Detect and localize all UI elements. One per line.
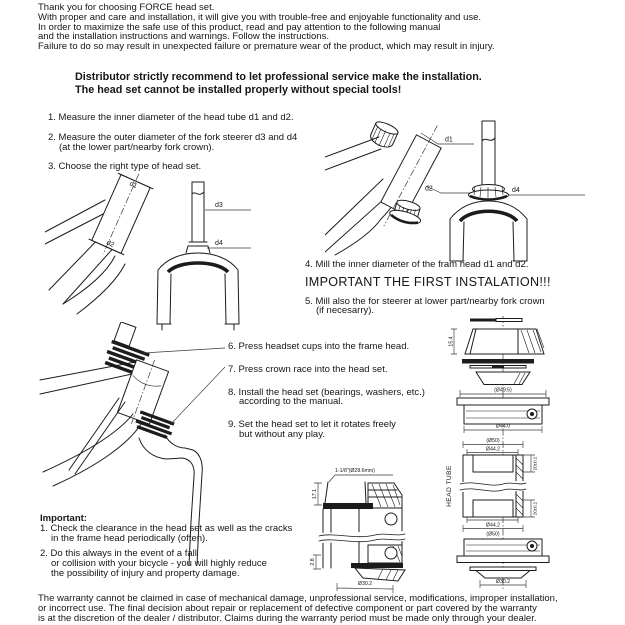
notice-line: Distributor strictly recommend to let professional service make the installation. [75, 71, 482, 83]
d4-label: d4 [215, 240, 223, 247]
spacer-rod [470, 365, 526, 369]
intro-line: With proper and care and installation, it will give you with trouble-free and enjoyable functionality and use. [38, 11, 482, 23]
lower-bearing [385, 547, 397, 559]
important-heading: IMPORTANT THE FIRST INSTALATION!!! [305, 274, 551, 289]
compression-band [323, 503, 373, 509]
note-2: 2. Do this always in the event of a fall or collision with your bicycle - you will highly reduce the possibility of injury and property damage. [40, 548, 267, 579]
fork-side-view [157, 182, 251, 330]
head-tube-label: HEAD TUBE [446, 465, 453, 507]
crown-race-cutter [469, 185, 509, 201]
top-cover [449, 329, 545, 354]
fork-crown-milling-diagram [445, 113, 625, 267]
race-diameter-dim: Ø30.2 [357, 581, 373, 587]
intro-paragraph [38, 3, 495, 52]
d3-label: d3 [215, 202, 223, 209]
milling-cutter-top [368, 120, 399, 151]
svg-text:20±0.2: 20±0.2 [532, 456, 538, 471]
crown-race-dim: Ø30.2 [495, 579, 511, 585]
install-steps [228, 342, 425, 440]
frame-side-view [45, 168, 156, 314]
svg-text:Ø44.2: Ø44.2 [485, 446, 501, 453]
svg-text:Ø44.2: Ø44.2 [485, 522, 501, 529]
step-5: 5. Mill also the for steerer at lower part/nearby fork crown (if necesarry). [305, 295, 545, 317]
step-9: 9. Set the head set to let it rotates freely but without any play. [228, 419, 396, 440]
steerer-dim: 1-1/8"(Ø28.6mm) [335, 468, 375, 474]
race-height-dim: 2.8 [310, 558, 316, 566]
top-cup-section [368, 483, 402, 508]
intro-line: Thank you for choosing FORCE head set. [38, 2, 215, 13]
distributor-notice [75, 71, 482, 96]
step-7: 7. Press crown race into the head set. [228, 363, 388, 375]
d4-label: d4 [512, 187, 520, 194]
bottom-cup-section [368, 545, 402, 563]
svg-text:(Ø50): (Ø50) [486, 531, 500, 538]
stack-height-dim: 17.1 [312, 488, 318, 500]
cover-height-dim: 15.4 [448, 336, 455, 347]
d2-label: d2 [425, 185, 433, 193]
step-4: 4. Mill the inner diameter of the fram head d1 and d2. [305, 259, 529, 270]
svg-text:20±0.2: 20±0.2 [532, 501, 538, 516]
lower-seal [351, 563, 403, 568]
upper-bearing [385, 513, 397, 525]
compression-ring [476, 372, 530, 385]
headset-assembly-diagram [35, 322, 235, 567]
intro-line: Failure to do so may result in unexpected failure or premature wear of the product, which may result in injury. [38, 41, 495, 53]
step-3: 3. Choose the right type of head set. [48, 161, 202, 173]
intro-line: In order to maximize the safe use of this product, read and pay attention to the following manual [38, 21, 441, 33]
d1-label: d1 [445, 136, 453, 144]
warranty-paragraph: The warranty cannot be claimed in case of mechanical damage, unprofessional service, modifications, improper installation, or incorrect use. The final decision about repair or replacement of defective component or part covered by the warranty is at the discretion of the dealer / distributor. Claims during the warranty period must be made only through your dealer. [38, 593, 558, 624]
bottom-cup [457, 539, 549, 563]
d2-label: d2 [105, 239, 116, 249]
headset-exploded-diagram [440, 314, 625, 593]
stem-bolt [470, 319, 522, 322]
important-notes-heading: Important: [40, 513, 87, 524]
mill-steps [305, 260, 551, 316]
step-2: 2. Measure the outer diameter of the fork steerer d3 and d4 (at the lower part/nearby fork crown). [48, 131, 298, 153]
head-tube-section [446, 438, 538, 538]
step-8: 8. Install the head set (bearings, washers, etc.) according to the manual. [228, 386, 425, 408]
frame-fork-measure-diagram [45, 168, 257, 336]
note-1: 1. Check the clearance in the head set as well as the cracks in the frame head periodically (often). [40, 522, 293, 544]
cup-outer-dim: (Ø49.5) [494, 387, 512, 394]
step-6: 6. Press headset cups into the frame head. [228, 341, 410, 352]
washer [462, 359, 534, 364]
crown-race [470, 567, 536, 588]
d1-label: d1 [128, 180, 139, 190]
svg-text:(Ø50): (Ø50) [486, 438, 500, 444]
step-1: 1. Measure the inner diameter of the head tube d1 and d2. [48, 112, 294, 123]
headset-cross-section-diagram [295, 435, 445, 597]
notice-line: The head set cannot be installed properly without special tools! [75, 83, 402, 96]
cup-press-dim: Ø44.0 [495, 423, 511, 430]
intro-line: and the installation instructions and warnings. Follow the instructions. [38, 31, 329, 43]
